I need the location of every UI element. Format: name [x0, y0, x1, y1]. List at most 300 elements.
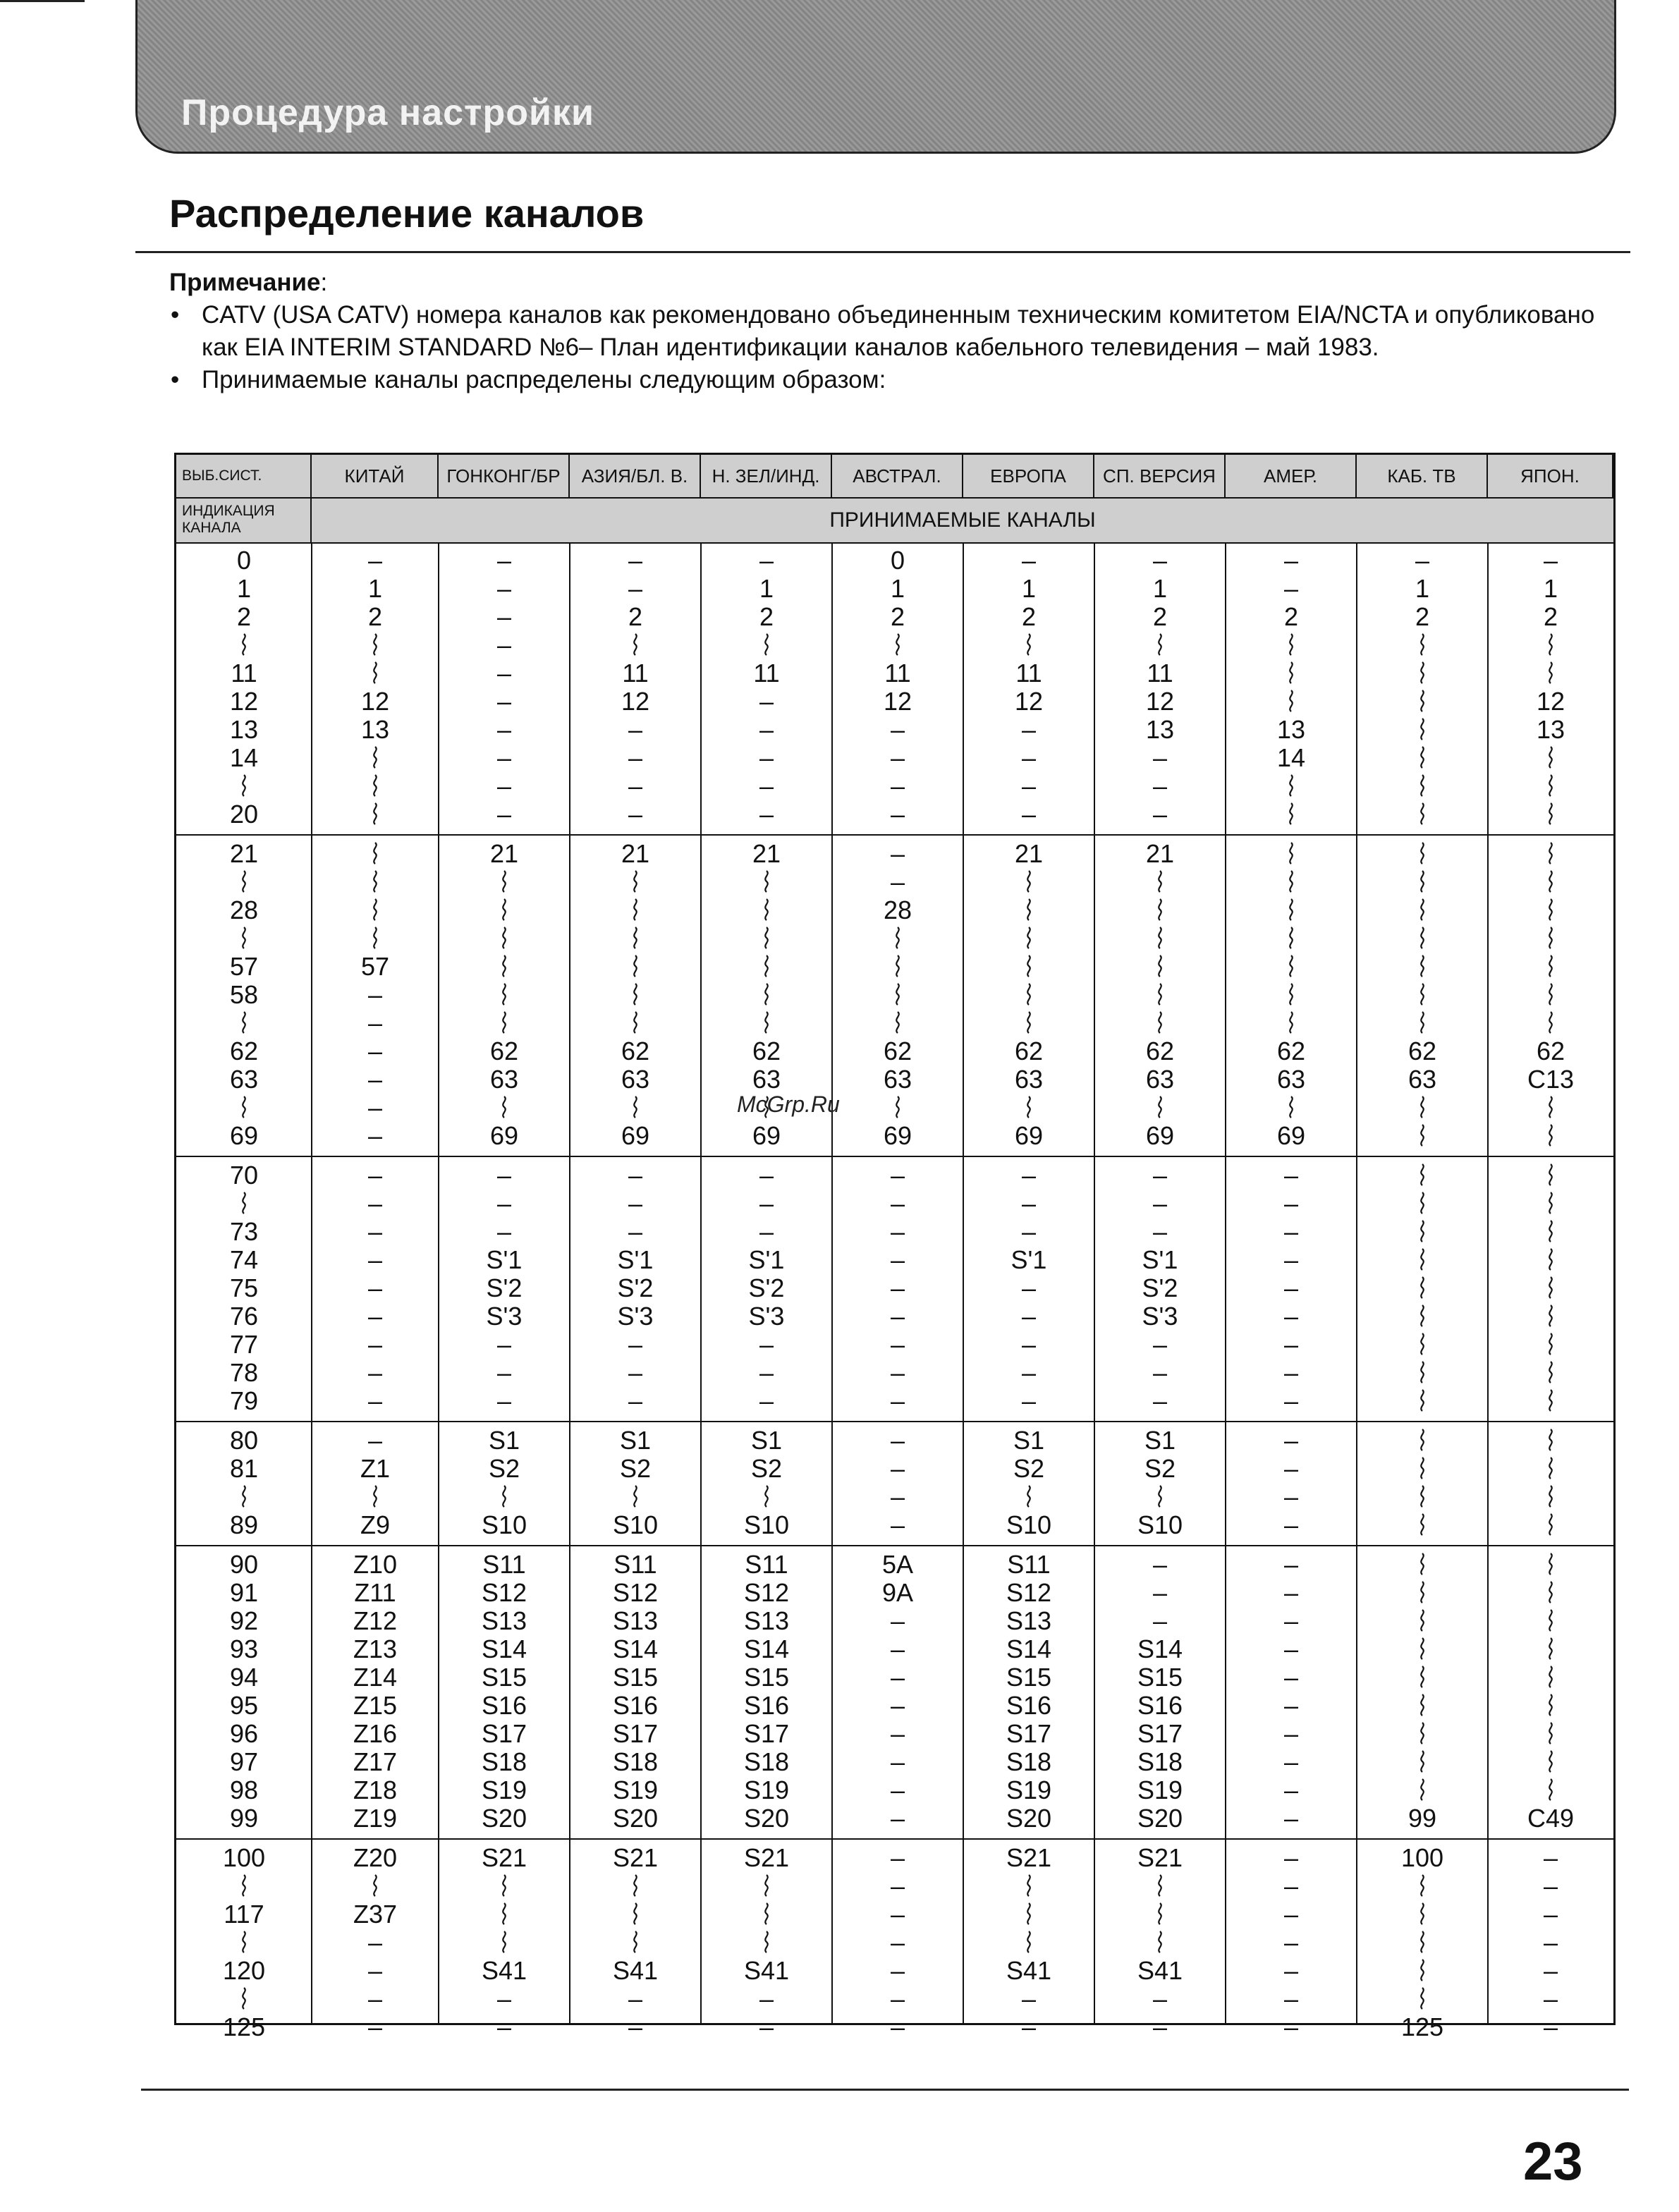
table-cell: 13: [1145, 715, 1175, 744]
range-squiggle-icon: [1416, 1552, 1429, 1576]
range-squiggle-icon: [760, 1874, 773, 1898]
range-squiggle-icon: [1022, 1484, 1035, 1508]
table-cell: –: [367, 1008, 383, 1037]
table-cell: S18: [612, 1747, 659, 1776]
range-squiggle-icon: [369, 745, 381, 769]
table-cell: 2: [1543, 602, 1558, 631]
table-cell: S21: [612, 1843, 659, 1872]
table-cell: –: [1021, 1330, 1037, 1359]
table-cell: S2: [619, 1454, 652, 1483]
table-cell: 21: [752, 839, 781, 868]
range-squiggle-icon: [629, 1095, 642, 1119]
range-squiggle-icon: [1022, 869, 1035, 893]
table-cell: –: [1021, 1273, 1037, 1302]
range-squiggle-icon: [1544, 1721, 1557, 1745]
table-cell: 69: [752, 1121, 781, 1150]
table-cell: –: [1283, 1747, 1299, 1776]
range-squiggle-icon: [1416, 1219, 1429, 1243]
table-cell: S20: [743, 1804, 790, 1833]
range-squiggle-icon: [238, 926, 250, 950]
table-cell: –: [1283, 1482, 1299, 1511]
range-squiggle-icon: [1285, 954, 1298, 978]
table-cell: S'2: [1142, 1273, 1178, 1302]
table-cell: 11: [884, 659, 911, 688]
table-cell: –: [1021, 1984, 1037, 2013]
range-squiggle-icon: [1416, 1721, 1429, 1745]
table-cell: S20: [612, 1804, 659, 1833]
table-cell: 21: [621, 839, 650, 868]
range-squiggle-icon: [1544, 1456, 1557, 1480]
table-cell: Z14: [353, 1663, 398, 1692]
range-squiggle-icon: [629, 954, 642, 978]
table-cell: –: [1543, 1928, 1558, 1957]
page-title: Распределение каналов: [169, 191, 645, 236]
table-cell: S16: [612, 1691, 659, 1720]
range-squiggle-icon: [1285, 774, 1298, 798]
table-cell: S'3: [486, 1302, 523, 1331]
table-cell: 69: [1014, 1121, 1044, 1150]
bullet-icon: •: [171, 301, 180, 329]
range-squiggle-icon: [1416, 774, 1429, 798]
table-cell: S11: [745, 1550, 788, 1579]
table-cell: 11: [1015, 659, 1042, 688]
table-cell: –: [759, 1358, 774, 1387]
range-squiggle-icon: [1544, 1191, 1557, 1215]
channel-indication: 91: [229, 1578, 259, 1607]
table-cell: –: [890, 1663, 905, 1692]
table-cell: –: [1543, 1843, 1558, 1872]
table-cell: 62: [1536, 1037, 1565, 1065]
table-cell: –: [890, 1634, 905, 1663]
table-cell: 2: [367, 602, 383, 631]
table-cell: –: [1283, 1426, 1299, 1455]
table-cell: S21: [743, 1843, 790, 1872]
range-squiggle-icon: [1544, 1749, 1557, 1773]
table-cell: S1: [750, 1426, 783, 1455]
table-cell: –: [367, 1121, 383, 1150]
table-cell: –: [1283, 1928, 1299, 1957]
table-cell: S'3: [748, 1302, 785, 1331]
channel-indication: 57: [229, 952, 259, 981]
table-cell: –: [890, 1510, 905, 1539]
range-squiggle-icon: [1544, 661, 1557, 685]
table-cell: –: [1152, 1386, 1168, 1415]
channel-indication: 93: [229, 1634, 259, 1663]
table-cell: 0: [890, 546, 905, 575]
range-squiggle-icon: [1416, 954, 1429, 978]
table-cell: S14: [743, 1634, 790, 1663]
table-cell: 2: [628, 602, 643, 631]
range-squiggle-icon: [760, 898, 773, 922]
table-cell: –: [367, 1928, 383, 1957]
table-cell: C13: [1527, 1065, 1575, 1094]
table-cell: Z11: [354, 1578, 396, 1607]
table-cell: S21: [481, 1843, 527, 1872]
range-squiggle-icon: [891, 982, 904, 1006]
channel-indication: 0: [236, 546, 252, 575]
range-squiggle-icon: [1285, 982, 1298, 1006]
table-cell: 12: [1145, 687, 1175, 716]
table-cell: –: [496, 2012, 512, 2041]
table-cell: –: [1283, 1606, 1299, 1635]
table-cell: Z1: [360, 1454, 391, 1483]
table-cell: –: [367, 1358, 383, 1387]
table-cell: S12: [612, 1578, 659, 1607]
table-cell: S18: [1006, 1747, 1052, 1776]
watermark: McGrp.Ru: [737, 1092, 840, 1117]
table-cell: –: [1152, 771, 1168, 800]
table-cell: –: [1152, 2012, 1168, 2041]
table-cell: –: [628, 1189, 643, 1218]
table-cell: –: [890, 1956, 905, 1985]
table-cell: –: [1283, 1358, 1299, 1387]
table-cell: 1: [759, 574, 774, 603]
channel-indication: 97: [229, 1747, 259, 1776]
table-cell: –: [628, 1358, 643, 1387]
table-cell: –: [1152, 1606, 1168, 1635]
table-cell: –: [496, 1161, 512, 1190]
range-squiggle-icon: [1544, 1428, 1557, 1452]
table-cell: S13: [612, 1606, 659, 1635]
table-cell: S41: [1006, 1956, 1052, 1985]
range-squiggle-icon: [629, 1874, 642, 1898]
table-cell: S12: [1006, 1578, 1052, 1607]
table-cell: 21: [1145, 839, 1175, 868]
channel-indication: 76: [229, 1302, 259, 1331]
range-squiggle-icon: [629, 1484, 642, 1508]
table-cell: –: [1283, 1956, 1299, 1985]
channel-indication-label: ИНДИКАЦИЯ КАНАЛА: [176, 499, 312, 542]
table-cell: 62: [883, 1037, 912, 1065]
channel-indication: 73: [229, 1217, 259, 1246]
range-squiggle-icon: [1285, 869, 1298, 893]
table-cell: S16: [1137, 1691, 1183, 1720]
page-number: 23: [1523, 2132, 1583, 2192]
range-squiggle-icon: [1416, 1749, 1429, 1773]
table-cell: S12: [481, 1578, 527, 1607]
table-cell: –: [1543, 1984, 1558, 2013]
table-cell: –: [890, 1426, 905, 1455]
channel-indication: 81: [229, 1454, 259, 1483]
column-header: ЯПОН.: [1488, 455, 1613, 497]
channel-indication: 100: [222, 1843, 266, 1872]
table-subheader-row: [176, 499, 1613, 544]
channel-indication: 77: [229, 1330, 259, 1359]
table-cell: –: [496, 659, 512, 688]
table-cell: 63: [1014, 1065, 1044, 1094]
section-divider: [176, 1545, 1613, 1546]
table-cell: S2: [750, 1454, 783, 1483]
table-cell: Z20: [353, 1843, 398, 1872]
table-cell: –: [1021, 2012, 1037, 2041]
table-cell: –: [890, 1606, 905, 1635]
channel-indication: 21: [229, 839, 259, 868]
table-cell: –: [496, 574, 512, 603]
range-squiggle-icon: [1154, 1902, 1166, 1926]
range-squiggle-icon: [498, 869, 511, 893]
table-cell: S'2: [617, 1273, 654, 1302]
table-cell: S15: [612, 1663, 659, 1692]
range-squiggle-icon: [369, 841, 381, 865]
table-cell: –: [890, 1482, 905, 1511]
range-squiggle-icon: [1154, 633, 1166, 656]
table-cell: –: [628, 1161, 643, 1190]
range-squiggle-icon: [238, 1874, 250, 1898]
column-divider: [831, 544, 833, 2023]
column-divider: [569, 544, 570, 2023]
table-cell: S'2: [748, 1273, 785, 1302]
table-cell: –: [367, 1161, 383, 1190]
range-squiggle-icon: [1544, 869, 1557, 893]
range-squiggle-icon: [1416, 898, 1429, 922]
table-cell: S19: [481, 1776, 527, 1804]
table-cell: 13: [1536, 715, 1565, 744]
table-cell: –: [759, 2012, 774, 2041]
table-cell: –: [496, 546, 512, 575]
range-squiggle-icon: [760, 1930, 773, 1954]
range-squiggle-icon: [1416, 1778, 1429, 1802]
title-divider: [135, 251, 1630, 253]
table-cell: –: [1283, 1719, 1299, 1748]
range-squiggle-icon: [760, 1902, 773, 1926]
table-cell: –: [759, 771, 774, 800]
table-cell: S20: [481, 1804, 527, 1833]
table-cell: –: [1283, 1189, 1299, 1218]
table-cell: –: [367, 1189, 383, 1218]
table-cell: –: [367, 1956, 383, 1985]
table-cell: –: [759, 800, 774, 829]
range-squiggle-icon: [1544, 1123, 1557, 1147]
table-cell: S11: [613, 1550, 657, 1579]
table-cell: 11: [622, 659, 649, 688]
range-squiggle-icon: [1416, 1902, 1429, 1926]
table-cell: –: [759, 1386, 774, 1415]
table-cell: –: [1283, 1984, 1299, 2013]
section-divider: [176, 1421, 1613, 1422]
range-squiggle-icon: [238, 1095, 250, 1119]
channel-indication: 58: [229, 980, 259, 1009]
range-squiggle-icon: [1416, 1247, 1429, 1271]
table-cell: –: [367, 1037, 383, 1065]
table-cell: –: [367, 1217, 383, 1246]
range-squiggle-icon: [629, 982, 642, 1006]
table-cell: S1: [1013, 1426, 1045, 1455]
column-divider: [438, 544, 439, 2023]
range-squiggle-icon: [238, 1986, 250, 2010]
table-cell: –: [1021, 1189, 1037, 1218]
table-cell: S15: [743, 1663, 790, 1692]
table-cell: –: [1021, 1302, 1037, 1331]
table-cell: Z10: [353, 1550, 398, 1579]
range-squiggle-icon: [1154, 1010, 1166, 1034]
table-cell: Z9: [360, 1510, 391, 1539]
table-cell: 21: [489, 839, 519, 868]
table-cell: –: [1283, 1330, 1299, 1359]
table-cell: –: [1021, 546, 1037, 575]
table-cell: 14: [1276, 743, 1306, 772]
table-cell: 2: [1021, 602, 1037, 631]
table-cell: –: [890, 1217, 905, 1246]
table-cell: 12: [360, 687, 390, 716]
table-cell: S1: [488, 1426, 520, 1455]
note-item: • CATV (USA CATV) номера каналов как рекомендовано объединенным техническим комитетом EIA/NCTA и опубликовано как EIA INTERIM STANDARD №6– План идентификации каналов кабельного телевидения – май 1983.: [169, 299, 1622, 364]
table-cell: –: [1283, 1776, 1299, 1804]
range-squiggle-icon: [1416, 841, 1429, 865]
table-cell: –: [1152, 1330, 1168, 1359]
table-cell: 13: [1276, 715, 1306, 744]
table-cell: –: [496, 715, 512, 744]
table-cell: –: [890, 1386, 905, 1415]
range-squiggle-icon: [369, 898, 381, 922]
range-squiggle-icon: [1154, 1484, 1166, 1508]
range-squiggle-icon: [1285, 661, 1298, 685]
range-squiggle-icon: [1544, 841, 1557, 865]
table-cell: 28: [883, 896, 912, 924]
table-cell: S'1: [748, 1245, 785, 1274]
range-squiggle-icon: [1022, 1902, 1035, 1926]
channel-indication: 12: [229, 687, 259, 716]
range-squiggle-icon: [1544, 1693, 1557, 1717]
range-squiggle-icon: [1544, 1010, 1557, 1034]
table-cell: –: [496, 1189, 512, 1218]
table-cell: –: [890, 1984, 905, 2013]
table-cell: S17: [743, 1719, 790, 1748]
range-squiggle-icon: [1544, 1778, 1557, 1802]
table-cell: S16: [743, 1691, 790, 1720]
range-squiggle-icon: [238, 1191, 250, 1215]
table-cell: S13: [1006, 1606, 1052, 1635]
table-cell: S17: [1006, 1719, 1052, 1748]
range-squiggle-icon: [1416, 1513, 1429, 1536]
table-cell: –: [759, 1161, 774, 1190]
channel-indication: 69: [229, 1121, 259, 1150]
table-cell: –: [890, 1928, 905, 1957]
table-cell: 63: [1145, 1065, 1175, 1094]
table-cell: –: [1021, 1386, 1037, 1415]
table-cell: –: [1283, 1386, 1299, 1415]
range-squiggle-icon: [629, 1010, 642, 1034]
table-header-row: [176, 455, 1613, 499]
table-cell: –: [890, 743, 905, 772]
table-cell: S13: [481, 1606, 527, 1635]
range-squiggle-icon: [1544, 774, 1557, 798]
range-squiggle-icon: [1544, 1637, 1557, 1661]
table-cell: –: [628, 743, 643, 772]
range-squiggle-icon: [1285, 689, 1298, 713]
table-cell: S41: [612, 1956, 659, 1985]
table-cell: –: [1021, 715, 1037, 744]
table-cell: –: [890, 1776, 905, 1804]
range-squiggle-icon: [1544, 1360, 1557, 1384]
table-cell: S2: [488, 1454, 520, 1483]
range-squiggle-icon: [1544, 1304, 1557, 1328]
table-cell: –: [1283, 1510, 1299, 1539]
table-cell: –: [367, 1065, 383, 1094]
table-cell: S19: [743, 1776, 790, 1804]
table-cell: –: [496, 1330, 512, 1359]
range-squiggle-icon: [1154, 898, 1166, 922]
table-cell: –: [1021, 800, 1037, 829]
table-cell: –: [759, 715, 774, 744]
range-squiggle-icon: [760, 982, 773, 1006]
bullet-icon: •: [171, 366, 180, 393]
channel-indication: 79: [229, 1386, 259, 1415]
table-cell: –: [367, 980, 383, 1009]
table-cell: 63: [752, 1065, 781, 1094]
table-cell: S21: [1137, 1843, 1183, 1872]
range-squiggle-icon: [891, 926, 904, 950]
table-cell: –: [496, 630, 512, 659]
range-squiggle-icon: [1022, 1095, 1035, 1119]
range-squiggle-icon: [1285, 1010, 1298, 1034]
range-squiggle-icon: [1154, 926, 1166, 950]
table-cell: 57: [360, 952, 390, 981]
banner-title: Процедура настройки: [181, 92, 594, 133]
column-header: ГОНКОНГ/БР: [439, 455, 570, 497]
table-cell: 2: [890, 602, 905, 631]
table-cell: 69: [621, 1121, 650, 1150]
range-squiggle-icon: [1285, 802, 1298, 826]
column-header: ЕВРОПА: [963, 455, 1094, 497]
table-cell: S19: [1137, 1776, 1183, 1804]
column-divider: [963, 544, 964, 2023]
channel-indication: 78: [229, 1358, 259, 1387]
channel-indication: 92: [229, 1606, 259, 1635]
range-squiggle-icon: [629, 869, 642, 893]
table-cell: Z19: [353, 1804, 398, 1833]
notes-heading: Примечание:: [169, 269, 328, 296]
table-cell: S16: [1006, 1691, 1052, 1720]
table-cell: –: [1021, 1217, 1037, 1246]
table-cell: –: [367, 1330, 383, 1359]
channel-indication: 75: [229, 1273, 259, 1302]
table-cell: S'1: [486, 1245, 523, 1274]
table-cell: S16: [481, 1691, 527, 1720]
table-cell: 99: [1408, 1804, 1437, 1833]
table-cell: S2: [1144, 1454, 1176, 1483]
channel-indication: 90: [229, 1550, 259, 1579]
channel-indication: 2: [236, 602, 252, 631]
range-squiggle-icon: [1285, 926, 1298, 950]
table-cell: S17: [481, 1719, 527, 1748]
range-squiggle-icon: [498, 1902, 511, 1926]
range-squiggle-icon: [1022, 982, 1035, 1006]
range-squiggle-icon: [1544, 954, 1557, 978]
table-cell: –: [1283, 1871, 1299, 1900]
table-cell: –: [367, 2012, 383, 2041]
channel-indication: 98: [229, 1776, 259, 1804]
channel-indication: 117: [224, 1900, 264, 1929]
table-cell: –: [367, 546, 383, 575]
table-cell: S18: [1137, 1747, 1183, 1776]
table-cell: S19: [612, 1776, 659, 1804]
range-squiggle-icon: [1285, 898, 1298, 922]
range-squiggle-icon: [1022, 633, 1035, 656]
range-squiggle-icon: [1544, 1247, 1557, 1271]
table-cell: –: [759, 546, 774, 575]
table-cell: S'1: [617, 1245, 654, 1274]
range-squiggle-icon: [1154, 869, 1166, 893]
table-cell: –: [1543, 1871, 1558, 1900]
range-squiggle-icon: [498, 1484, 511, 1508]
table-cell: 63: [1408, 1065, 1437, 1094]
range-squiggle-icon: [1416, 717, 1429, 741]
table-cell: –: [496, 687, 512, 716]
column-header: СП. ВЕРСИЯ: [1094, 455, 1226, 497]
range-squiggle-icon: [629, 1902, 642, 1926]
table-cell: –: [496, 800, 512, 829]
table-cell: –: [890, 1330, 905, 1359]
